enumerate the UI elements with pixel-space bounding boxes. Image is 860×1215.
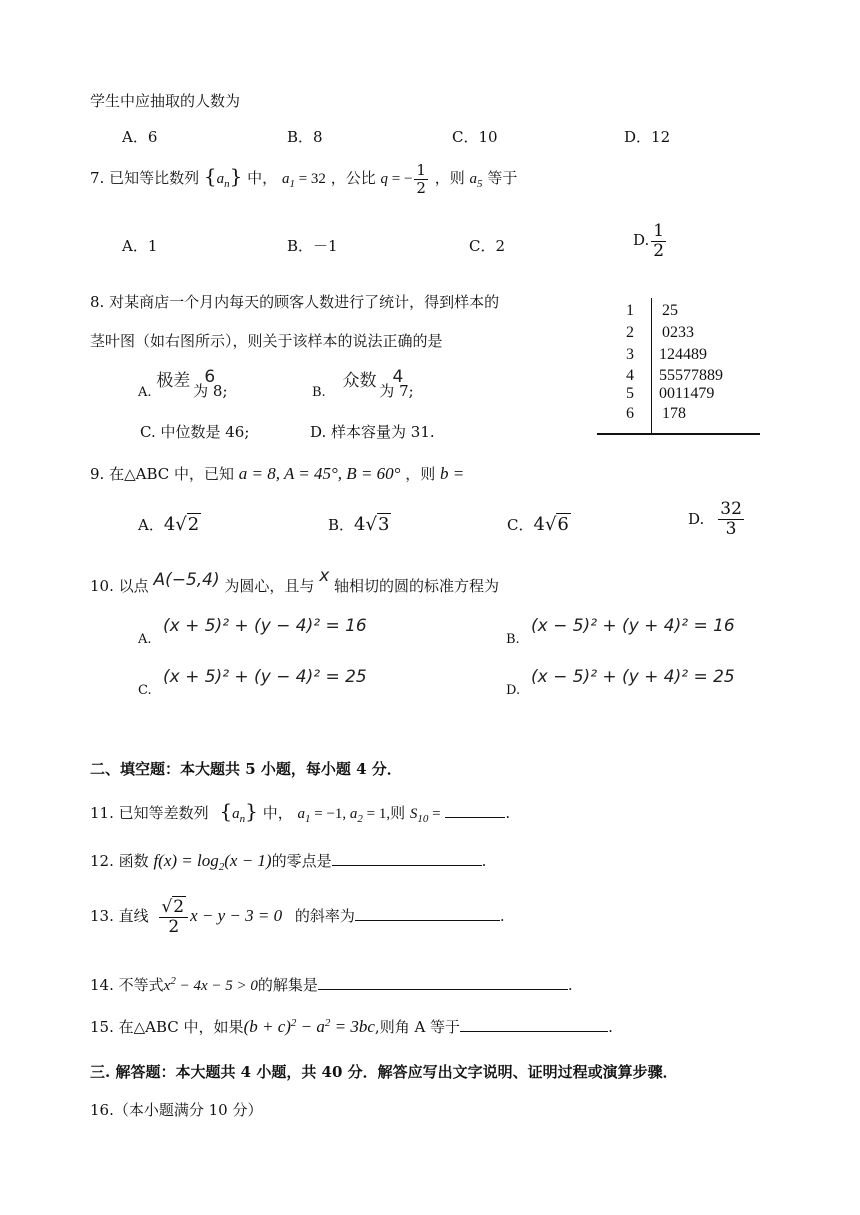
question-text: 已知等差数列 (118, 804, 209, 822)
question-text: 中， (247, 169, 278, 187)
math: (b + c) (243, 1017, 291, 1036)
question-11: 11. 已知等差数列 $\{a_n\}$ 中， $a_1 = -1$, $a_2 = 1$,则 $S_{10}$ = . (90, 799, 511, 825)
stem-value: 4 (626, 367, 634, 384)
question-text: 等于 (487, 169, 518, 187)
math: a (216, 171, 225, 187)
q10-option-a-equation: (x + 5)² + (y − 4)² = 16 (163, 616, 367, 636)
question-text: 则 (390, 804, 406, 822)
q7-option-c: C．2 (469, 237, 506, 255)
q10-option-b-equation: (x − 5)² + (y + 4)² = 16 (531, 616, 735, 636)
math: x (163, 978, 171, 994)
fraction-denominator: 2 (653, 240, 665, 261)
math: a (297, 806, 305, 822)
question-15 (90, 1015, 613, 1037)
fraction-denominator: 3 (725, 518, 737, 539)
question-number: 15. (90, 1018, 114, 1036)
math: n (224, 178, 230, 190)
end-period: . (481, 852, 487, 870)
math: a (232, 806, 240, 822)
question-text: 轴相切的圆的标准方程为 (334, 577, 500, 595)
fraction-denominator: 2 (416, 178, 426, 197)
leaf-values: 0011479 (659, 385, 715, 402)
stem-value: 3 (626, 346, 634, 363)
fraction-numerator: 32 (720, 499, 742, 519)
q10-option-c-label: C. (138, 683, 152, 698)
q9-option-d (688, 500, 746, 538)
math: 10 (417, 813, 429, 825)
question-text: 为圆心，且与 (224, 577, 315, 595)
fraction-denominator: 2 (168, 916, 180, 937)
q6-option-c: C．10 (452, 128, 498, 146)
answer-blank[interactable] (332, 849, 482, 866)
fraction-numerator: 1 (653, 221, 665, 241)
option-label: B. (312, 385, 326, 400)
math: S (409, 806, 418, 822)
math: − 4x − 5 > 0 (175, 978, 258, 994)
question-text: 已知等比数列 (109, 169, 200, 187)
math: 2 (357, 813, 363, 825)
math: − a (296, 1017, 325, 1036)
question-number: 11. (90, 804, 114, 822)
q10-option-c-equation: (x + 5)² + (y − 4)² = 25 (163, 667, 367, 687)
question-text: 在△ABC 中，如果 (118, 1018, 244, 1036)
question-text: 不等式 (118, 976, 164, 994)
q9-option-a: A．4√2 (138, 514, 200, 535)
leaf-values: 25 (662, 302, 678, 319)
q6-option-a: A．6 (122, 128, 158, 146)
option-image-text: 4 (392, 367, 404, 387)
math: a = 8, A = 45°, B = 60° (238, 464, 401, 483)
math: 4 (163, 514, 176, 535)
q8-option-c: C. 中位数是 46; (140, 423, 250, 441)
math: a (281, 171, 290, 187)
question-number: 10. (90, 577, 114, 595)
math: 4 (533, 514, 545, 535)
q7-option-d (633, 222, 668, 260)
math: = 3bc (330, 1017, 375, 1036)
option-image-text: 众数 (342, 371, 377, 391)
question-number: 7. (90, 169, 105, 187)
math: n (239, 813, 246, 825)
question-text: 的零点是 (271, 852, 332, 870)
leaf-values: 124489 (659, 346, 707, 363)
question-number: 13. (90, 907, 114, 926)
stem-divider-line (651, 298, 652, 434)
end-period: . (505, 804, 511, 822)
question-text: 的解集是 (257, 976, 318, 994)
stem-value: 6 (626, 405, 634, 422)
stem-value: 5 (626, 385, 634, 402)
question-text: ，公比 (330, 169, 376, 187)
q10-option-a-label: A. (138, 632, 152, 647)
option-label: A. (138, 385, 152, 400)
question-text: 的斜率为 (294, 907, 355, 926)
option-label: D. (633, 231, 650, 250)
math: 4 (354, 514, 366, 535)
question-9 (90, 463, 464, 484)
question-text: 函数 (118, 852, 149, 870)
math: b = (440, 464, 465, 483)
section-2-heading: 二、填空题：本大题共 5 小题，每小题 4 分． (90, 760, 402, 778)
q6-option-b: B．8 (287, 128, 323, 146)
answer-blank[interactable] (445, 801, 505, 818)
q8-option-d: D. 样本容量为 31. (310, 423, 435, 441)
fraction-numerator: 1 (416, 161, 426, 179)
stem-bottom-line (597, 433, 760, 435)
question-text: 以点 (118, 577, 149, 595)
math: q (380, 171, 388, 187)
math: 2 (170, 975, 176, 987)
question-10 (90, 566, 499, 596)
q8-option-b (312, 367, 414, 401)
question-number: 9. (90, 465, 105, 483)
stem-value: 2 (626, 324, 634, 341)
option-text: 为 7; (379, 382, 414, 400)
answer-blank[interactable] (318, 973, 568, 990)
q7-option-a: A．1 (122, 237, 158, 255)
math: a (349, 806, 358, 822)
q7-option-b: B．－1 (287, 237, 338, 255)
math: 3 (377, 514, 390, 535)
question-text: 在△ABC 中，已知 (109, 465, 235, 483)
question-text: ，则 (434, 169, 465, 187)
math: 2 (324, 1017, 331, 1029)
question-13: 13. 直线 $\frac{√2}{2}$ x − y − 3 = 0 的斜率为 . (90, 897, 505, 937)
q8-option-a (138, 367, 228, 401)
continued-text: 学生中应抽取的人数为 (90, 92, 241, 110)
section-3-heading: 三. 解答题：本大题共 4 小题，共 40 分．解答应写出文字说明、证明过程或演算步骤． (90, 1063, 678, 1081)
math: 6 (557, 514, 569, 535)
q9-option-c: C．4√6 (507, 514, 569, 535)
q10-option-d-label: D. (506, 683, 521, 698)
answer-blank[interactable] (460, 1015, 608, 1032)
question-number: 14. (90, 976, 114, 994)
question-8-line-1: 8. 对某商店一个月内每天的顾客人数进行了统计，得到样本的 (90, 293, 500, 311)
leaf-values: 55577889 (659, 367, 723, 384)
math: 2 (187, 514, 200, 535)
fraction-numerator: 2 (173, 897, 185, 917)
math: = (428, 806, 441, 822)
q10-option-d-equation: (x − 5)² + (y + 4)² = 25 (531, 667, 735, 687)
question-number: 12. (90, 852, 114, 870)
question-text: 直线 (118, 907, 149, 926)
math: A(−5,4) (153, 570, 220, 590)
math: f(x) = log (153, 851, 219, 870)
math: = 32 (294, 171, 326, 187)
option-image-text: 极差 (156, 371, 191, 391)
question-12 (90, 849, 486, 873)
question-8-line-2: 茎叶图（如右图所示），则关于该样本的说法正确的是 (90, 332, 443, 350)
question-14 (90, 973, 573, 995)
question-text: ,则角 A 等于 (374, 1018, 461, 1036)
option-text: 为 8; (193, 382, 228, 400)
end-period: . (499, 907, 505, 926)
end-period: . (567, 976, 573, 994)
math: 1 (304, 813, 311, 825)
option-image-text: 6 (204, 367, 216, 387)
q9-option-b: B．4√3 (328, 514, 390, 535)
answer-blank[interactable] (355, 904, 500, 921)
option-label: B． (328, 516, 355, 534)
question-7: 7. 已知等比数列 $\{a_n\}$ 中， $a_1 = 32$ ，公比 q = − $\frac{1}{2}$ ，则 $a_5$ 等于 (90, 161, 518, 197)
question-text: ，则 (405, 465, 436, 483)
math: a (469, 171, 478, 187)
math: 1 (289, 178, 295, 190)
end-period: . (608, 1018, 613, 1036)
leaf-values: 178 (662, 405, 686, 422)
math: 2 (290, 1017, 297, 1029)
option-label: C． (507, 516, 534, 534)
option-label: D. (688, 510, 705, 529)
math: = −1, (310, 806, 350, 822)
math: x − y − 3 = 0 (190, 906, 283, 926)
q10-option-b-label: B. (506, 632, 520, 647)
question-16: 16.（本小题满分 10 分） (90, 1101, 263, 1119)
math: = − (387, 171, 413, 187)
option-label: A． (138, 516, 164, 534)
math: 5 (477, 178, 483, 190)
math: = 1, (362, 806, 391, 822)
math: x (319, 566, 330, 586)
leaf-values: 0233 (662, 324, 694, 341)
math: 2 (218, 861, 225, 873)
q6-option-d: D．12 (624, 128, 671, 146)
math: (x − 1) (224, 851, 272, 870)
stem-value: 1 (626, 302, 634, 319)
question-text: 中， (262, 804, 293, 822)
